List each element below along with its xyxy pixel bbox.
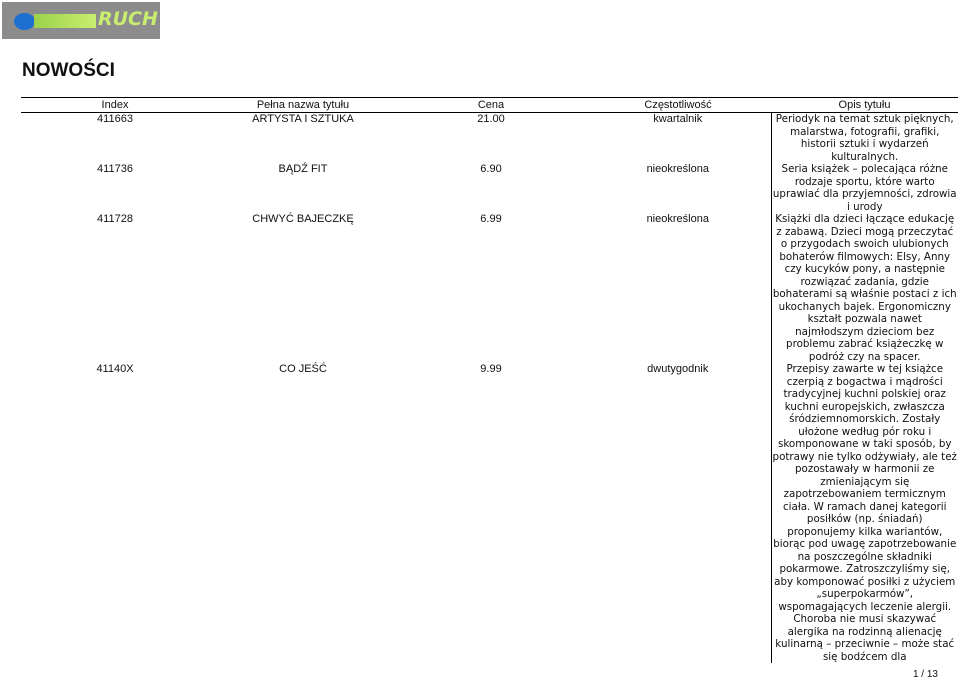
- cell-price: 9.99: [480, 363, 502, 375]
- cell-name: CO JEŚĆ: [279, 363, 327, 375]
- header-price: Cena: [397, 98, 585, 113]
- titles-table: [21, 97, 958, 663]
- page-number: 1 / 13: [912, 669, 938, 680]
- ruch-logo: [2, 2, 160, 39]
- cell-frequency: kwartalnik: [653, 113, 703, 125]
- table-header-row: [21, 98, 958, 113]
- cell-description: Seria książek – polecająca różne rodzaje sportu, które warto uprawiać dla przyjemności, zdrowia i urody: [772, 163, 957, 213]
- cell-index: 411736: [97, 163, 133, 175]
- cell-frequency: dwutygodnik: [647, 363, 709, 375]
- logo-blue-blob: [14, 13, 35, 30]
- logo-green-stripe: [34, 14, 96, 28]
- cell-name: CHWYĆ BAJECZKĘ: [252, 213, 354, 225]
- cell-description: Przepisy zawarte w tej książce czerpią z bogactwa i mądrości tradycyjnej kuchni polskiej oraz kuchni europejskich, zwłaszcza śródziemnomorskich. Zostały ułożone według pór roku i skomponowane w taki sposób, by potrawy nie tylko odżywiały, ale też pozostawały w harmonii ze zmieniającym się zapotrzebowaniem termicznym ciała. W ramach danej kategorii posiłków (np. śniadań) proponujemy kilka wariantów, biorąc pod uwagę zapotrzebowanie na poszczególne składniki pokarmowe. Zatroszczyliśmy się, aby komponować posiłki z użyciem „superpokarmów”, wspomagających leczenie alergii. Choroba nie musi skazywać alergika na rodzinną alienację kulinarną – przeciwnie – może stać się bodźcem dla: [772, 363, 957, 663]
- header-frequency: Częstotliwość: [585, 98, 771, 113]
- cell-index: 41140X: [96, 363, 134, 375]
- table-row: [21, 113, 958, 164]
- cell-frequency: nieokreślona: [646, 163, 709, 175]
- cell-description: Periodyk na temat sztuk pięknych, malarstwa, fotografii, grafiki, historii sztuki i wydarzeń kulturalnych.: [771, 113, 958, 164]
- cell-index: 411663: [97, 113, 133, 125]
- header-description: Opis tytułu: [771, 98, 958, 113]
- page-title: NOWOŚCI: [22, 60, 115, 81]
- cell-price: 6.90: [480, 163, 502, 175]
- cell-name: ARTYSTA I SZTUKA: [252, 113, 354, 125]
- cell-frequency: nieokreślona: [646, 213, 709, 225]
- table-row: [21, 213, 958, 363]
- header-full-name: Pełna nazwa tytułu: [209, 98, 397, 113]
- cell-description: Książki dla dzieci łączące edukację z zabawą. Dzieci mogą przeczytać o przygodach swoich ulubionych bohaterów filmowych: Elsy, Anny czy kucyków pony, a następnie rozwiązać zadania, gdzie bohaterami są właśnie postaci z ich ukochanych bajek. Ergonomiczny kształt pozwala nawet najmłodszym dzieciom bez problemu zabrać książeczkę w podróż czy na spacer.: [772, 213, 957, 363]
- cell-name: BĄDŹ FIT: [278, 163, 328, 175]
- cell-price: 6.99: [480, 213, 502, 225]
- logo-wordmark: RUCH: [98, 8, 158, 30]
- table-row: [21, 363, 958, 663]
- cell-index: 411728: [97, 213, 133, 225]
- cell-price: 21.00: [477, 113, 505, 125]
- header-index: Index: [21, 98, 209, 113]
- table-row: [21, 163, 958, 213]
